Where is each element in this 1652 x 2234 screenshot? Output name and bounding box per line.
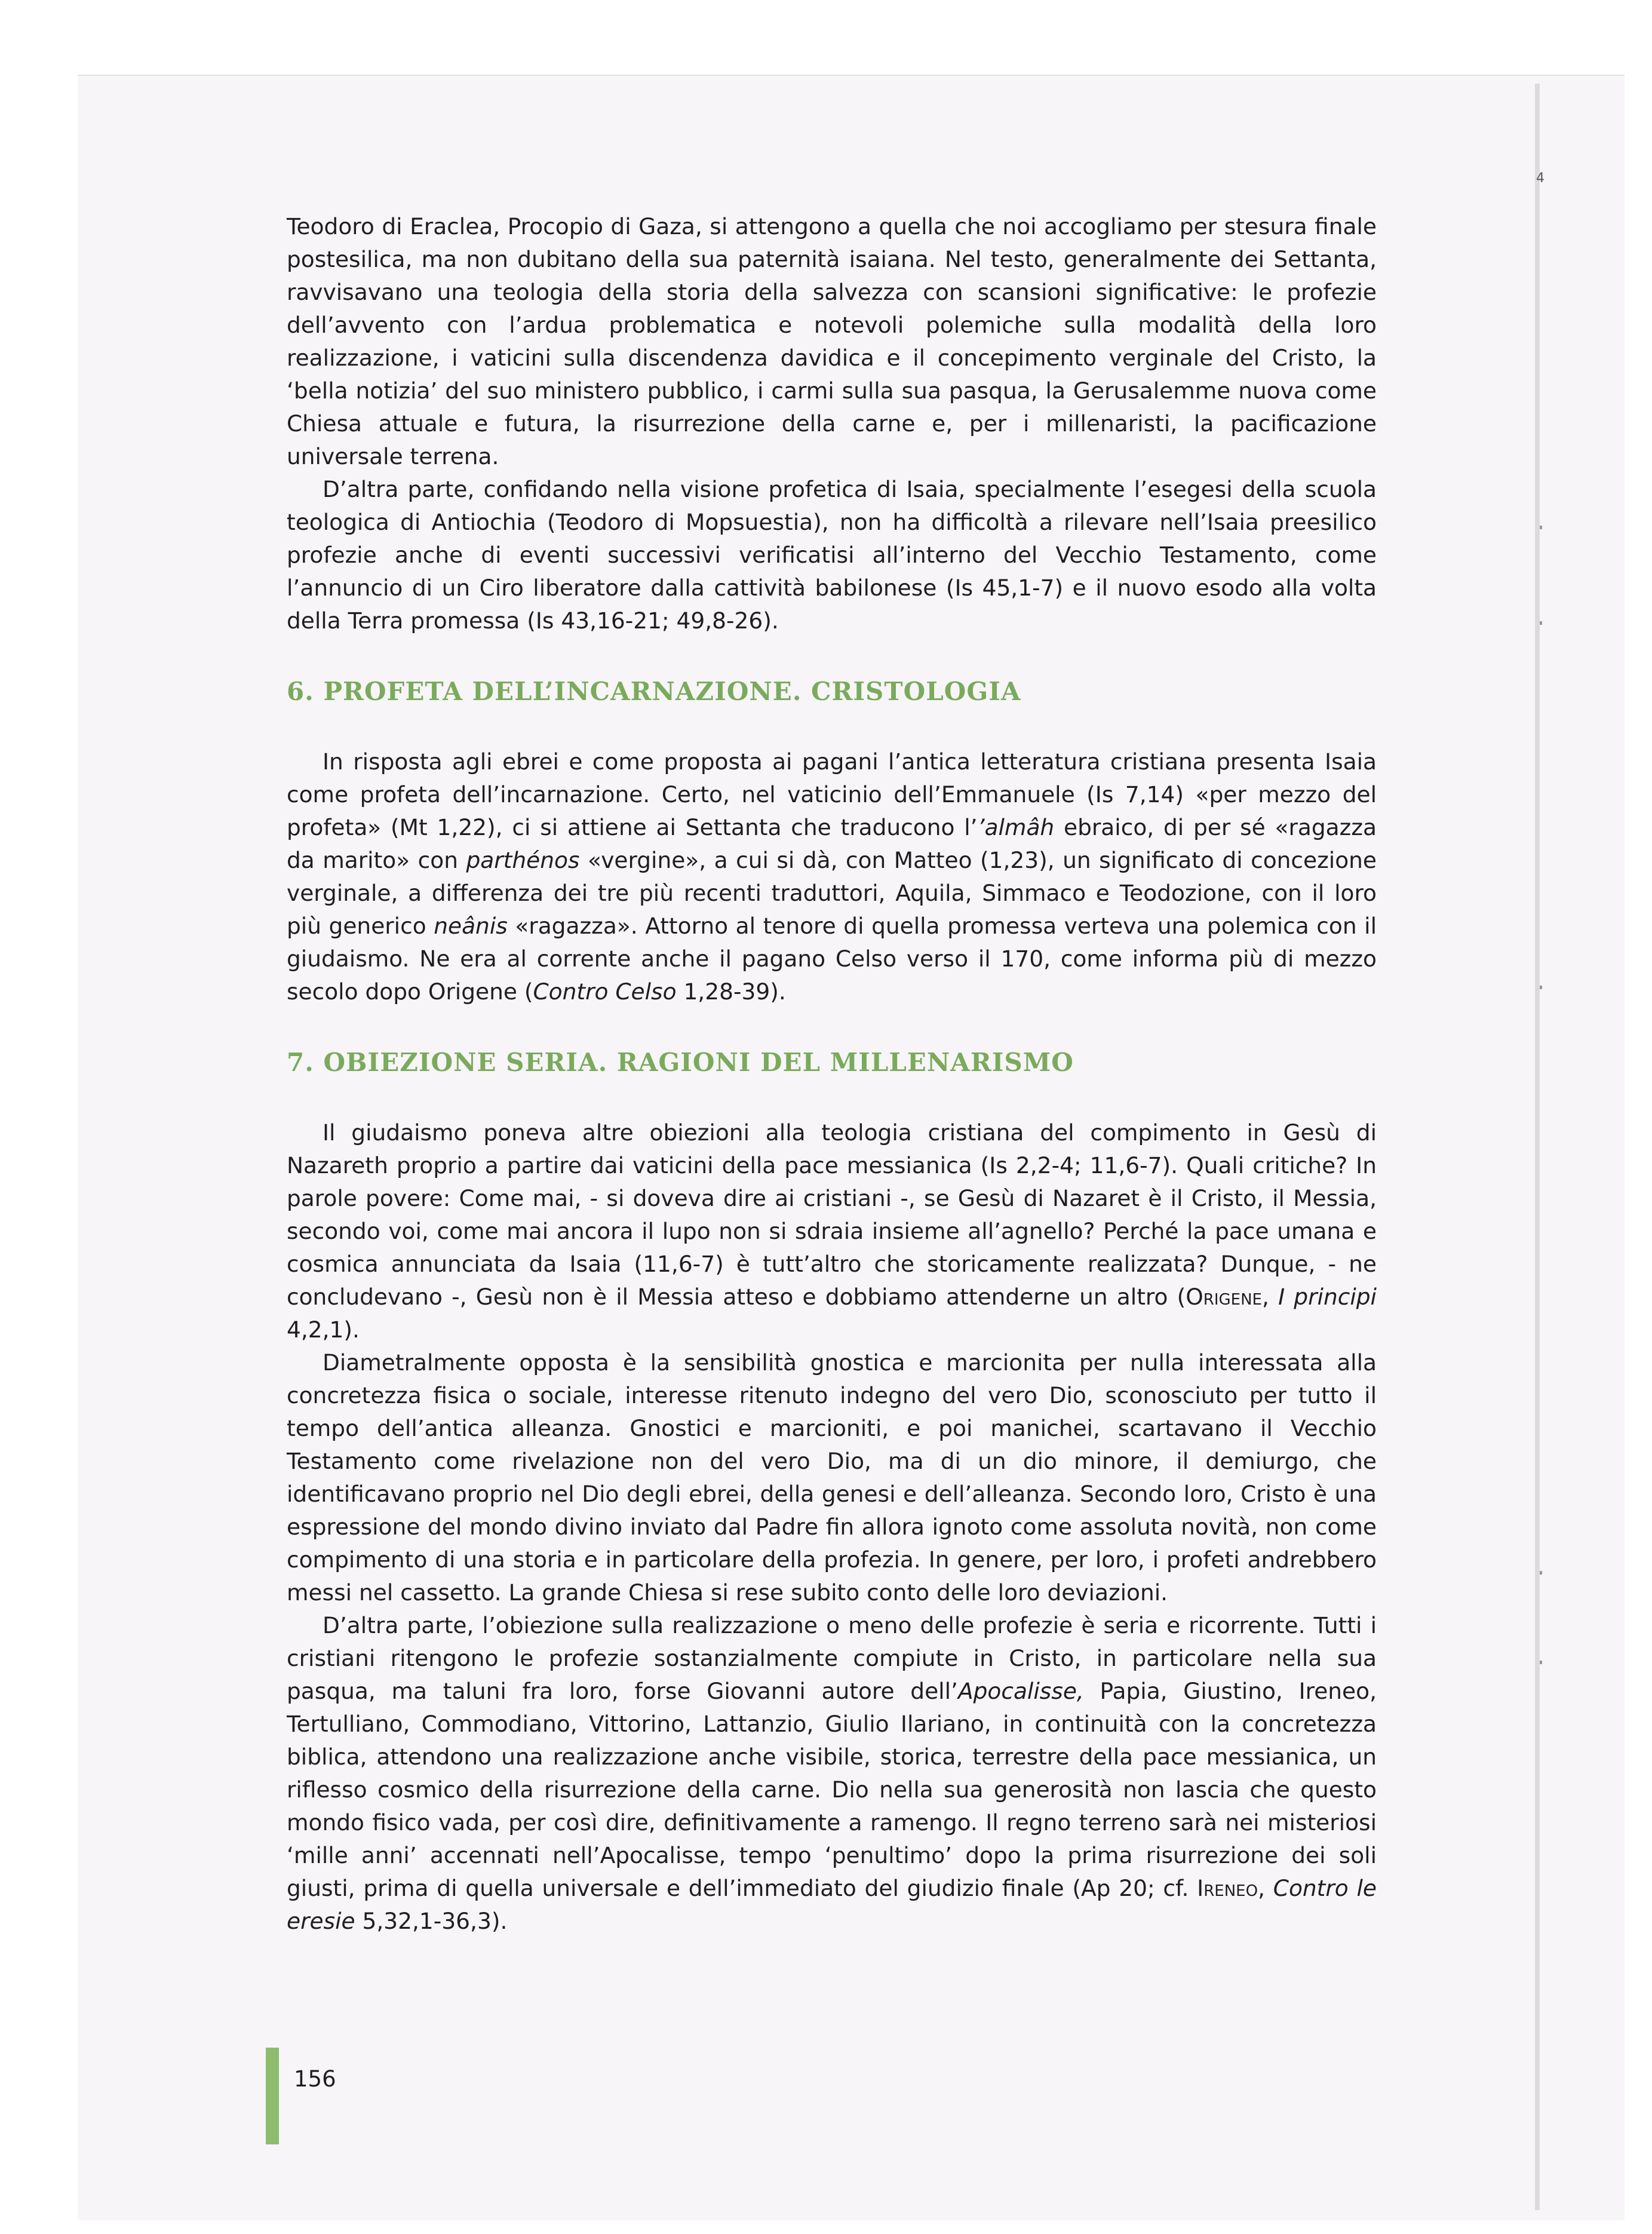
margin-mark (1540, 1661, 1542, 1664)
intro-paragraph-2: D’altra parte, confidando nella visione profetica di Isaia, specialmente l’esegesi della scuola teologica di Antiochia (Teodoro di Mopsuestia), non ha difficoltà a rilevare nell’Isaia preesilico profezie anche di eventi successivi verificatisi all’interno del Vecchio Testamento, come l’annuncio di un Ciro liberatore dalla cattività babilonese (Is 45,1-7) e il nuovo esodo alla volta della Terra promessa (Is 43,16-21; 49,8-26). (287, 476, 1377, 634)
page-number-bar (266, 2048, 279, 2144)
binding-gutter (1535, 84, 1540, 2210)
margin-mark (1540, 1571, 1542, 1575)
section-6-heading: 6. PROFETA DELL’INCARNAZIONE. CRISTOLOGIA (287, 677, 1021, 706)
page-number: 156 (294, 2066, 336, 2092)
intro-paragraph-1: Teodoro di Eraclea, Procopio di Gaza, si attengono a quella che noi accogliamo per stesura finale postesilica, ma non dubitano della sua paternità isaiana. Nel testo, generalmente dei Settanta, ravvisavano una teologia della storia della salvezza con scansioni significative: le profezie dell’avvento con l’ardua problematica e notevoli polemiche sulla modalità della loro realizzazione, i vaticini sulla discendenza davidica e il concepimento verginale del Cristo, la ‘bella notizia’ del suo ministero pubblico, i carmi sulla sua pasqua, la Gerusalemme nuova come Chiesa attuale e futura, la risurrezione della carne e, per i millenaristi, la pacificazione universale terrena. (287, 213, 1377, 469)
section-7-paragraph-3: D’altra parte, l’obiezione sulla realizzazione o meno delle profezie è seria e ricorrente. Tutti i cristiani ritengono le profezie sostanzialmente compiute in Cristo, in particolare nella sua pasqua, ma taluni fra loro, forse Giovanni autore dell’Apocalisse, Papia, Giustino, Ireneo, Tertulliano, Commodiano, Vittorino, Lattanzio, Giulio Ilariano, in continuità con la concretezza biblica, attendono una realizzazione anche visibile, storica, terrestre della pace messianica, un riflesso cosmico della risurrezione della carne. Dio nella sua generosità non lascia che questo mondo fisico vada, per così dire, definitivamente a ramengo. Il regno terreno sarà nei misteriosi ‘mille anni’ accennati nell’Apocalisse, tempo ‘penultimo’ dopo la prima risurrezione dei soli giusti, prima di quella universale e dell’immediato del giudizio finale (Ap 20; cf. Ireneo, Contro le eresie 5,32,1-36,3). (287, 1612, 1377, 1934)
section-7-paragraph-2: Diametralmente opposta è la sensibilità gnostica e marcionita per nulla interessata alla concretezza fisica o sociale, interesse ritenuto indegno del vero Dio, sconosciuto per tutto il tempo dell’antica alleanza. Gnostici e marcioniti, e poi manichei, scartavano il Vecchio Testamento come rivelazione non del vero Dio, ma di un dio minore, il demiurgo, che identificavano proprio nel Dio degli ebrei, della genesi e dell’alleanza. Secondo loro, Cristo è una espressione del mondo divino inviato dal Padre fin allora ignoto come assoluta novità, non come compimento di una storia e in particolare della profezia. In genere, per loro, i profeti andrebbero messi nel cassetto. La grande Chiesa si rese subito conto delle loro deviazioni. (287, 1349, 1377, 1606)
section-6-paragraph-1: In risposta agli ebrei e come proposta ai pagani l’antica letteratura cristiana presenta Isaia come profeta dell’incarnazione. Certo, nel vaticinio dell’Emmanuele (Is 7,14) «per mezzo del profeta» (Mt 1,22), ci si attiene ai Settanta che traducono l’’almâh ebraico, di per sé «ragazza da marito» con parthénos «vergine», a cui si dà, con Matteo (1,23), un significato di concezione verginale, a differenza dei tre più recenti traduttori, Aquila, Simmaco e Teodozione, con il loro più generico neânis «ragazza». Attorno al tenore di quella promessa verteva una polemica con il giudaismo. Ne era al corrente anche il pagano Celso verso il 170, come informa più di mezzo secolo dopo Origene (Contro Celso 1,28-39). (287, 748, 1377, 1005)
corner-number: 4 (1536, 171, 1544, 186)
section-7-paragraph-1: Il giudaismo poneva altre obiezioni alla teologia cristiana del compimento in Gesù di Nazareth proprio a partire dai vaticini della pace messianica (Is 2,2-4; 11,6-7). Quali critiche? In parole povere: Come mai, - si doveva dire ai cristiani -, se Gesù di Nazaret è il Cristo, il Messia, secondo voi, come mai ancora il lupo non si sdraia insieme all’agnello? Perché la pace umana e cosmica annunciata da Isaia (11,6-7) è tutt’altro che storicamente realizzata? Dunque, - ne concludevano -, Gesù non è il Messia atteso e dobbiamo attenderne un altro (Origene, I principi 4,2,1). (287, 1119, 1377, 1343)
section-7-heading: 7. OBIEZIONE SERIA. RAGIONI DEL MILLENARISMO (287, 1048, 1074, 1077)
margin-mark (1540, 621, 1542, 625)
article-body (287, 210, 1377, 1938)
margin-mark (1540, 526, 1542, 529)
margin-mark (1540, 986, 1542, 989)
